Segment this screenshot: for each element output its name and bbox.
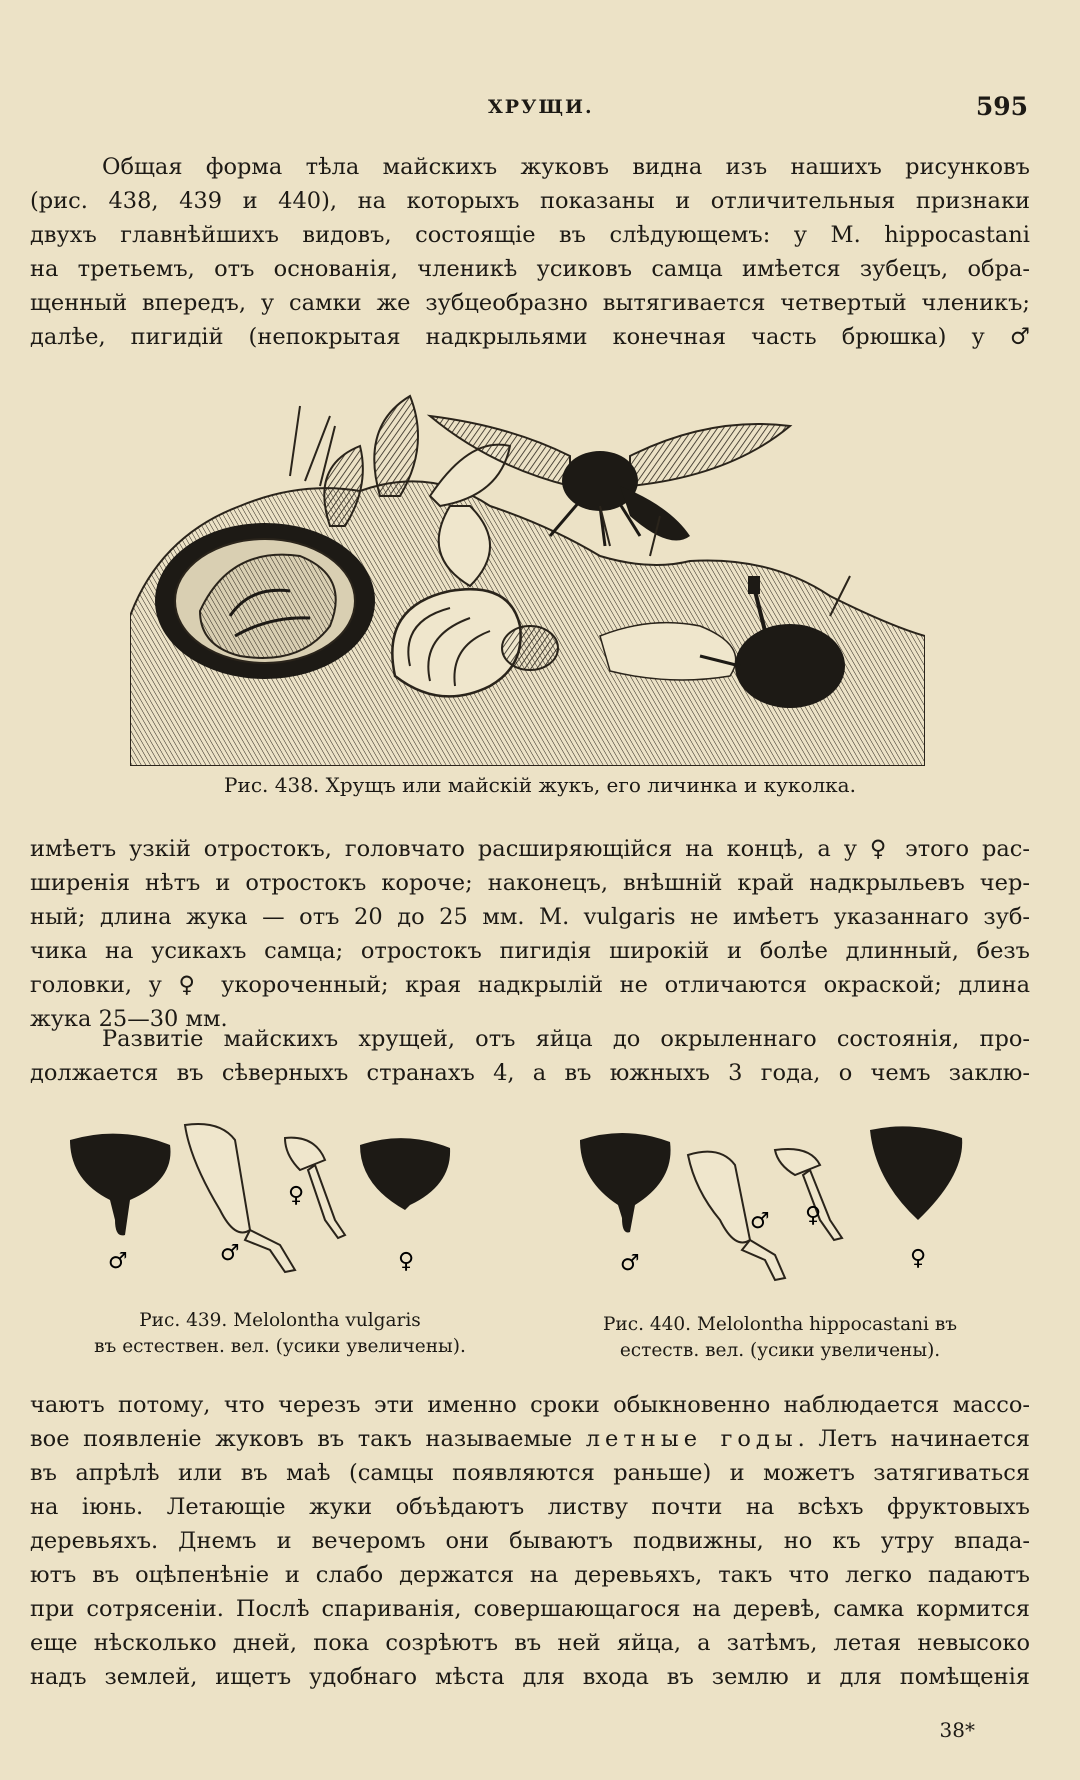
page-number: 595 [975,92,1028,121]
text-line: чаютъ потому, что черезъ эти именно сроки обыкновенно наблюдается массо- [30,1392,1030,1418]
figure-438-illustration [130,386,925,766]
paragraph-4 [30,1388,1030,1694]
female-sign: ♀ [398,1249,415,1274]
text-line: ный; длина жука — отъ 20 до 25 мм. M. vulgaris не имѣетъ указаннаго зуб- [30,904,1030,930]
figure-439-caption [60,1308,500,1360]
running-title: ХРУЩИ. [488,96,594,118]
text-line: жука 25—30 мм. [30,1006,228,1032]
paragraph-2 [30,832,1030,1036]
text-line: ширенія нѣтъ и отростокъ короче; наконецъ, внѣшній край надкрыльевъ чер- [30,870,1030,896]
text-line: при сотрясеніи. Послѣ спариванія, совершающагося на деревѣ, самка кормится [30,1596,1030,1622]
melolontha-vulgaris-parts [60,1120,490,1310]
text-line: двухъ главнѣйшихъ видовъ, состоящіе въ слѣдующемъ: у M. hippocastani [30,222,1030,248]
female-sign: ♀ [910,1246,927,1271]
male-sign: ♂ [108,1249,128,1274]
male-sign: ♂ [750,1209,770,1234]
text-line: еще нѣсколько дней, пока созрѣютъ въ ней яйца, а затѣмъ, летая невысоко [30,1630,1030,1656]
text-line: на іюнь. Летающіе жуки объѣдаютъ листву почти на всѣхъ фруктовыхъ [30,1494,1030,1520]
text-fragment: . Летъ начинается [797,1426,1030,1452]
paragraph-1 [30,150,1030,354]
text-line: на третьемъ, отъ основанія, членикѣ усиковъ самца имѣется зубецъ, обра- [30,256,1030,282]
caption-line: естеств. вел. (усики увеличены). [619,1340,941,1361]
female-sign: ♀ [288,1183,305,1208]
running-head [0,92,1080,126]
text-line [30,1422,1030,1456]
cockchafer-engraving [130,386,925,766]
paragraph-3 [30,1022,1030,1090]
text-line: деревьяхъ. Днемъ и вечеромъ они бываютъ подвижны, но къ утру впада- [30,1528,1030,1554]
text-line: головки, у ♀ укороченный; края надкрылій не отличаются окраской; длина [30,972,1030,998]
text-line: ютъ въ оцѣпенѣніе и слабо держатся на деревьяхъ, такъ что легко падаютъ [30,1562,1030,1588]
text-line: въ апрѣлѣ или въ маѣ (самцы появляются раньше) и можетъ затягиваться [30,1460,1030,1486]
caption-line: Рис. 439. Melolontha vulgaris [139,1310,421,1331]
caption-line: въ естествен. вел. (усики увеличены). [94,1336,466,1357]
male-sign: ♂ [620,1251,640,1276]
figure-440-caption [555,1312,1005,1364]
text-line: (рис. 438, 439 и 440), на которыхъ показаны и отличительныя признаки [30,188,1030,214]
figure-438-caption: Рис. 438. Хрущъ или майскій жукъ, его личинка и куколка. [224,773,856,797]
text-line: чика на усикахъ самца; отростокъ пигидія широкій и болѣе длинный, безъ [30,938,1030,964]
female-sign: ♀ [805,1203,822,1228]
spaced-emphasis: летные годы [585,1426,798,1452]
text-fragment: вое появленіе жуковъ въ такъ называемые [30,1426,573,1452]
male-sign: ♂ [220,1241,240,1266]
figure-439-illustration [60,1120,490,1310]
signature-mark: 38* [939,1718,975,1742]
text-line: имѣетъ узкій отростокъ, головчато расширяющійся на концѣ, а у ♀ этого рас- [30,836,1030,862]
caption-line: Рис. 440. Melolontha hippocastani въ [602,1314,958,1335]
text-line: должается въ сѣверныхъ странахъ 4, а въ южныхъ 3 года, о чемъ заклю- [30,1060,1030,1086]
text-line: Общая форма тѣла майскихъ жуковъ видна изъ нашихъ рисунковъ [102,154,1030,180]
figure-440-illustration [570,1120,990,1310]
text-line: щенный впередъ, у самки же зубцеобразно вытягивается четвертый членикъ; [30,290,1030,316]
text-line: далѣе, пигидій (непокрытая надкрыльями конечная часть брюшка) у ♂ [30,324,1030,350]
melolontha-hippocastani-parts [570,1120,990,1310]
text-line: Развитіе майскихъ хрущей, отъ яйца до окрыленнаго состоянія, про- [102,1026,1030,1052]
text-line: надъ землей, ищетъ удобнаго мѣста для входа въ землю и для помѣщенія [30,1664,1030,1690]
